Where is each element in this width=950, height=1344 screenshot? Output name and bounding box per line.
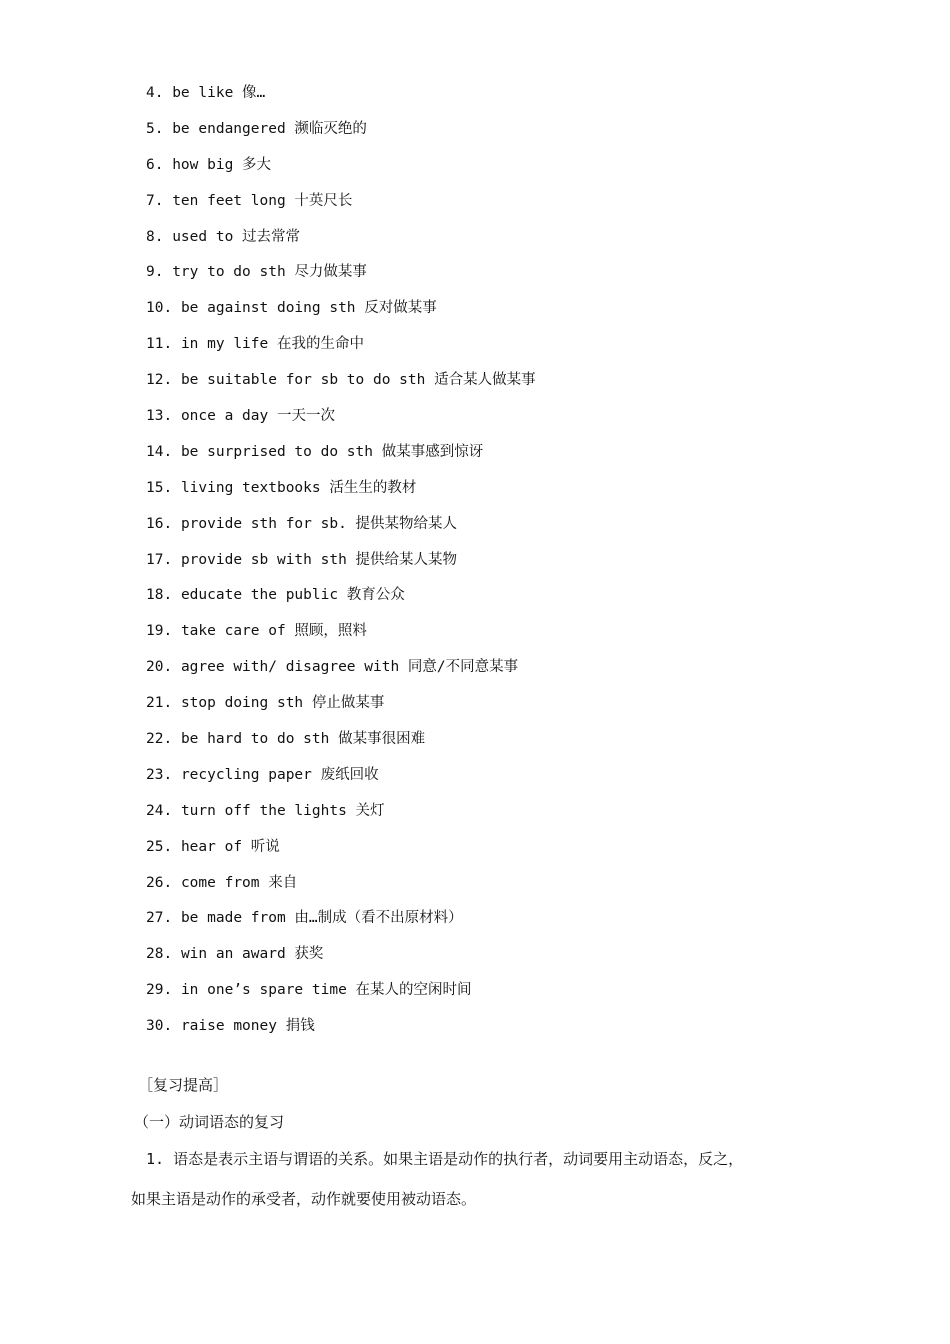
phrase-item bbox=[146, 475, 536, 511]
phrase-item bbox=[146, 798, 536, 834]
phrase-text: in one’s spare time 在某人的空闲时间 bbox=[180, 982, 472, 999]
phrase-number: 26. bbox=[146, 874, 173, 891]
phrase-item bbox=[146, 762, 536, 798]
phrase-item bbox=[146, 80, 536, 116]
phrase-number: 19. bbox=[146, 623, 173, 640]
phrase-text: once a day 一天一次 bbox=[180, 408, 335, 425]
phrase-number: 23. bbox=[146, 766, 173, 783]
phrase-number: 15. bbox=[146, 479, 173, 496]
phrase-number: 11. bbox=[146, 336, 173, 353]
phrase-number: 5. bbox=[146, 120, 164, 137]
phrase-item bbox=[146, 511, 536, 547]
phrase-number: 4. bbox=[146, 85, 164, 101]
phrase-item bbox=[146, 439, 536, 475]
phrase-number: 18. bbox=[146, 587, 173, 604]
phrase-item bbox=[146, 618, 536, 654]
phrase-item bbox=[146, 188, 536, 224]
phrase-number: 13. bbox=[146, 408, 173, 425]
voice-explanation-line-1: 1. 语态是表示主语与谓语的关系。如果主语是动作的执行者，动词要用主动语态，反之， bbox=[146, 1150, 744, 1168]
phrase-number: 20. bbox=[146, 659, 173, 676]
phrase-text: educate the public 教育公众 bbox=[180, 587, 405, 604]
phrase-text: provide sb with sth 提供给某人某物 bbox=[180, 551, 458, 568]
phrase-item bbox=[146, 941, 536, 977]
review-heading: ［复习提高］ bbox=[138, 1076, 229, 1094]
phrase-item bbox=[146, 690, 536, 726]
phrase-number: 7. bbox=[146, 192, 164, 209]
phrase-item bbox=[146, 367, 536, 403]
phrase-text: recycling paper 废纸回收 bbox=[180, 766, 379, 783]
phrase-number: 12. bbox=[146, 372, 173, 389]
phrase-text: be made from 由…制成（看不出原材料） bbox=[180, 910, 463, 927]
phrase-number: 30. bbox=[146, 1018, 173, 1035]
phrase-item bbox=[146, 331, 536, 367]
phrase-item bbox=[146, 259, 536, 295]
phrase-item bbox=[146, 870, 536, 906]
phrase-number: 6. bbox=[146, 156, 164, 173]
phrase-number: 27. bbox=[146, 910, 173, 927]
phrase-number: 24. bbox=[146, 802, 173, 819]
phrase-item bbox=[146, 834, 536, 870]
phrase-text: turn off the lights 关灯 bbox=[180, 802, 385, 819]
phrase-text: agree with/ disagree with 同意/不同意某事 bbox=[180, 659, 519, 676]
phrase-text: take care of 照顾，照料 bbox=[180, 623, 367, 640]
phrase-item bbox=[146, 726, 536, 762]
phrase-list bbox=[146, 80, 536, 1049]
phrase-number: 29. bbox=[146, 982, 173, 999]
phrase-item bbox=[146, 977, 536, 1013]
phrase-text: living textbooks 活生生的教材 bbox=[180, 479, 417, 496]
phrase-text: be against doing sth 反对做某事 bbox=[180, 300, 437, 317]
phrase-text: be endangered 濒临灭绝的 bbox=[172, 120, 367, 137]
phrase-text: provide sth for sb. 提供某物给某人 bbox=[180, 515, 458, 532]
phrase-number: 10. bbox=[146, 300, 173, 317]
phrase-text: stop doing sth 停止做某事 bbox=[180, 695, 385, 712]
phrase-text: be suitable for sb to do sth 适合某人做某事 bbox=[180, 372, 536, 389]
phrase-text: raise money 捐钱 bbox=[180, 1018, 315, 1035]
phrase-text: come from 来自 bbox=[180, 874, 298, 891]
phrase-item bbox=[146, 403, 536, 439]
phrase-item bbox=[146, 582, 536, 618]
phrase-number: 28. bbox=[146, 946, 173, 963]
phrase-number: 14. bbox=[146, 443, 173, 460]
phrase-number: 17. bbox=[146, 551, 173, 568]
voice-explanation-line-2: 如果主语是动作的承受者，动作就要使用被动语态。 bbox=[131, 1190, 477, 1208]
phrase-item bbox=[146, 905, 536, 941]
phrase-number: 22. bbox=[146, 731, 173, 748]
phrase-text: ten feet long 十英尺长 bbox=[172, 192, 353, 209]
phrase-text: used to 过去常常 bbox=[172, 228, 301, 245]
phrase-item bbox=[146, 116, 536, 152]
phrase-text: win an award 获奖 bbox=[180, 946, 324, 963]
phrase-number: 8. bbox=[146, 228, 164, 245]
phrase-text: be like 像… bbox=[172, 85, 266, 101]
phrase-item bbox=[146, 1013, 536, 1049]
phrase-number: 16. bbox=[146, 515, 173, 532]
phrase-text: be surprised to do sth 做某事感到惊讶 bbox=[180, 443, 484, 460]
phrase-item bbox=[146, 295, 536, 331]
phrase-text: in my life 在我的生命中 bbox=[180, 336, 364, 353]
phrase-number: 21. bbox=[146, 695, 173, 712]
phrase-text: hear of 听说 bbox=[180, 838, 280, 855]
phrase-text: how big 多大 bbox=[172, 156, 272, 173]
phrase-number: 9. bbox=[146, 264, 164, 281]
phrase-item bbox=[146, 654, 536, 690]
phrase-text: be hard to do sth 做某事很困难 bbox=[180, 731, 426, 748]
phrase-item bbox=[146, 152, 536, 188]
phrase-text: try to do sth 尽力做某事 bbox=[172, 264, 367, 281]
phrase-item bbox=[146, 224, 536, 260]
phrase-item bbox=[146, 547, 536, 583]
phrase-number: 25. bbox=[146, 838, 173, 855]
verb-voice-subheading: （一）动词语态的复习 bbox=[134, 1113, 285, 1131]
